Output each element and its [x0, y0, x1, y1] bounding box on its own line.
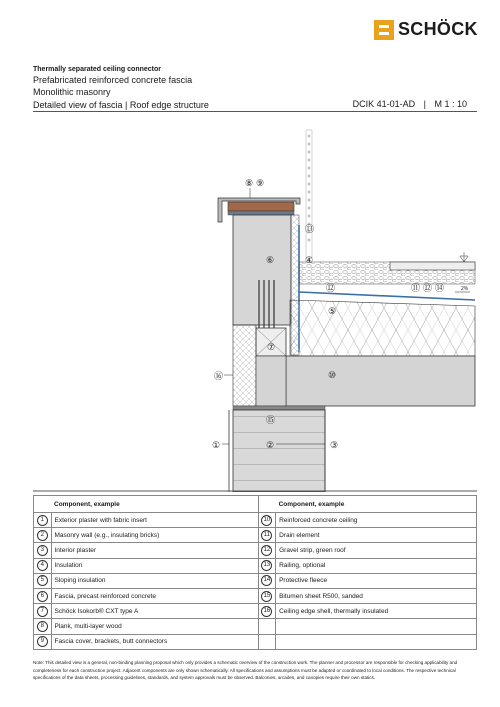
table-row: [34, 634, 477, 649]
table-row: [34, 528, 477, 543]
component-name: Masonry wall (e.g., insulating bricks): [51, 528, 258, 543]
component-number: 5: [37, 575, 48, 586]
component-name: Sloping insulation: [51, 573, 258, 588]
component-number: 9: [37, 636, 48, 647]
component-number: 14: [261, 575, 272, 586]
callout-3: ③: [330, 440, 339, 450]
callout-14: ⑭: [435, 283, 445, 293]
component-number: 11: [261, 530, 272, 541]
doc-number: DCIK 41-01-AD: [352, 99, 416, 109]
ceiling-edge-shell: [233, 325, 256, 406]
disclaimer-note: Note: This detailed view is a general, non-binding planning proposal which only provides a schematic overview of the construction work. The planner and processor are responsible for checking applicability and completeness for each construction project. Adjacent components are only shown schematically. All specifications and assumptions must be adapted or coordinated to local conditions. The respective technical specifications of the data sheets, processing guidelines, standards, and system approvals must be observed. Balconies, arcades, and canopies require their own statics.: [33, 660, 458, 680]
document-id: DCIK 41-01-AD | M 1 : 10: [352, 99, 467, 109]
component-number: 13: [261, 560, 272, 571]
component-name: Plank, multi-layer wood: [51, 619, 258, 634]
category-title: Thermally separated ceiling connector: [33, 66, 161, 73]
title-line-2: Monolithic masonry: [33, 87, 111, 97]
callout-1: ①: [212, 440, 221, 450]
callout-8: ⑧: [245, 178, 254, 188]
table-row: [34, 543, 477, 558]
callout-15: ⑮: [266, 415, 276, 425]
callout-12b: ⑫: [423, 283, 433, 293]
table-row: [34, 588, 477, 603]
table-row: [34, 619, 477, 634]
callout-5: ⑤: [328, 306, 337, 316]
doc-scale: M 1 : 10: [434, 99, 467, 109]
component-name: [276, 619, 477, 634]
component-number: 3: [37, 545, 48, 556]
component-number: 12: [261, 545, 272, 556]
callout-6: ⑥: [266, 255, 275, 265]
callout-12: ⑫: [326, 283, 336, 293]
component-number: 8: [37, 621, 48, 632]
logo-mark-icon: [374, 20, 394, 40]
component-name: Reinforced concrete ceiling: [276, 513, 477, 528]
component-number: 15: [261, 591, 272, 602]
sloping-insulation: [290, 300, 475, 356]
component-name: Ceiling edge shell, thermally insulated: [276, 604, 477, 619]
schoeck-logo: [374, 19, 478, 40]
precast-fascia: [233, 215, 291, 325]
component-number: 1: [37, 515, 48, 526]
table-row: [34, 573, 477, 588]
table-header-left: Component, example: [51, 496, 258, 513]
component-name: Schöck Isokorb® CXT type A: [51, 604, 258, 619]
table-row: [34, 513, 477, 528]
component-number: 2: [37, 530, 48, 541]
component-name: Railing, optional: [276, 558, 477, 573]
table-header-right: Component, example: [276, 496, 477, 513]
callout-7: ⑦: [267, 342, 276, 352]
masonry-wall: [233, 410, 325, 492]
table-row: [34, 604, 477, 619]
callout-10: ⑩: [328, 370, 337, 380]
component-table: [33, 495, 477, 650]
component-name: Gravel strip, green roof: [276, 543, 477, 558]
component-number: 4: [37, 560, 48, 571]
section-drawing: [0, 112, 500, 492]
component-name: Exterior plaster with fabric insert: [51, 513, 258, 528]
component-name: Protective fleece: [276, 573, 477, 588]
bitumen-sheet: [233, 406, 325, 410]
component-name: Bitumen sheet R500, sanded: [276, 588, 477, 603]
concrete-ceiling: [286, 356, 475, 406]
brand-name: SCHÖCK: [398, 19, 478, 39]
title-line-1: Prefabricated reinforced concrete fascia: [33, 75, 193, 85]
callout-11: ⑪: [411, 283, 421, 293]
callout-13: ⑬: [305, 224, 315, 234]
table-header-row: [34, 496, 477, 513]
title-line-3: Detailed view of fascia | Roof edge structure: [33, 100, 209, 110]
component-name: Insulation: [51, 558, 258, 573]
component-name: Drain element: [276, 528, 477, 543]
component-number: 7: [37, 606, 48, 617]
callout-9: ⑨: [256, 178, 265, 188]
green-roof: [390, 262, 475, 270]
railing: [305, 130, 315, 258]
table-row: [34, 558, 477, 573]
callout-2: ②: [266, 440, 275, 450]
callout-16: ⑯: [214, 371, 224, 381]
component-name: [276, 634, 477, 649]
callout-4: ④: [305, 255, 314, 265]
slope-label: 2%: [461, 286, 469, 292]
component-name: Fascia, precast reinforced concrete: [51, 588, 258, 603]
component-number: 6: [37, 591, 48, 602]
component-number: 16: [261, 606, 272, 617]
component-name: Fascia cover, brackets, butt connectors: [51, 634, 258, 649]
component-name: Interior plaster: [51, 543, 258, 558]
component-number: 10: [261, 515, 272, 526]
